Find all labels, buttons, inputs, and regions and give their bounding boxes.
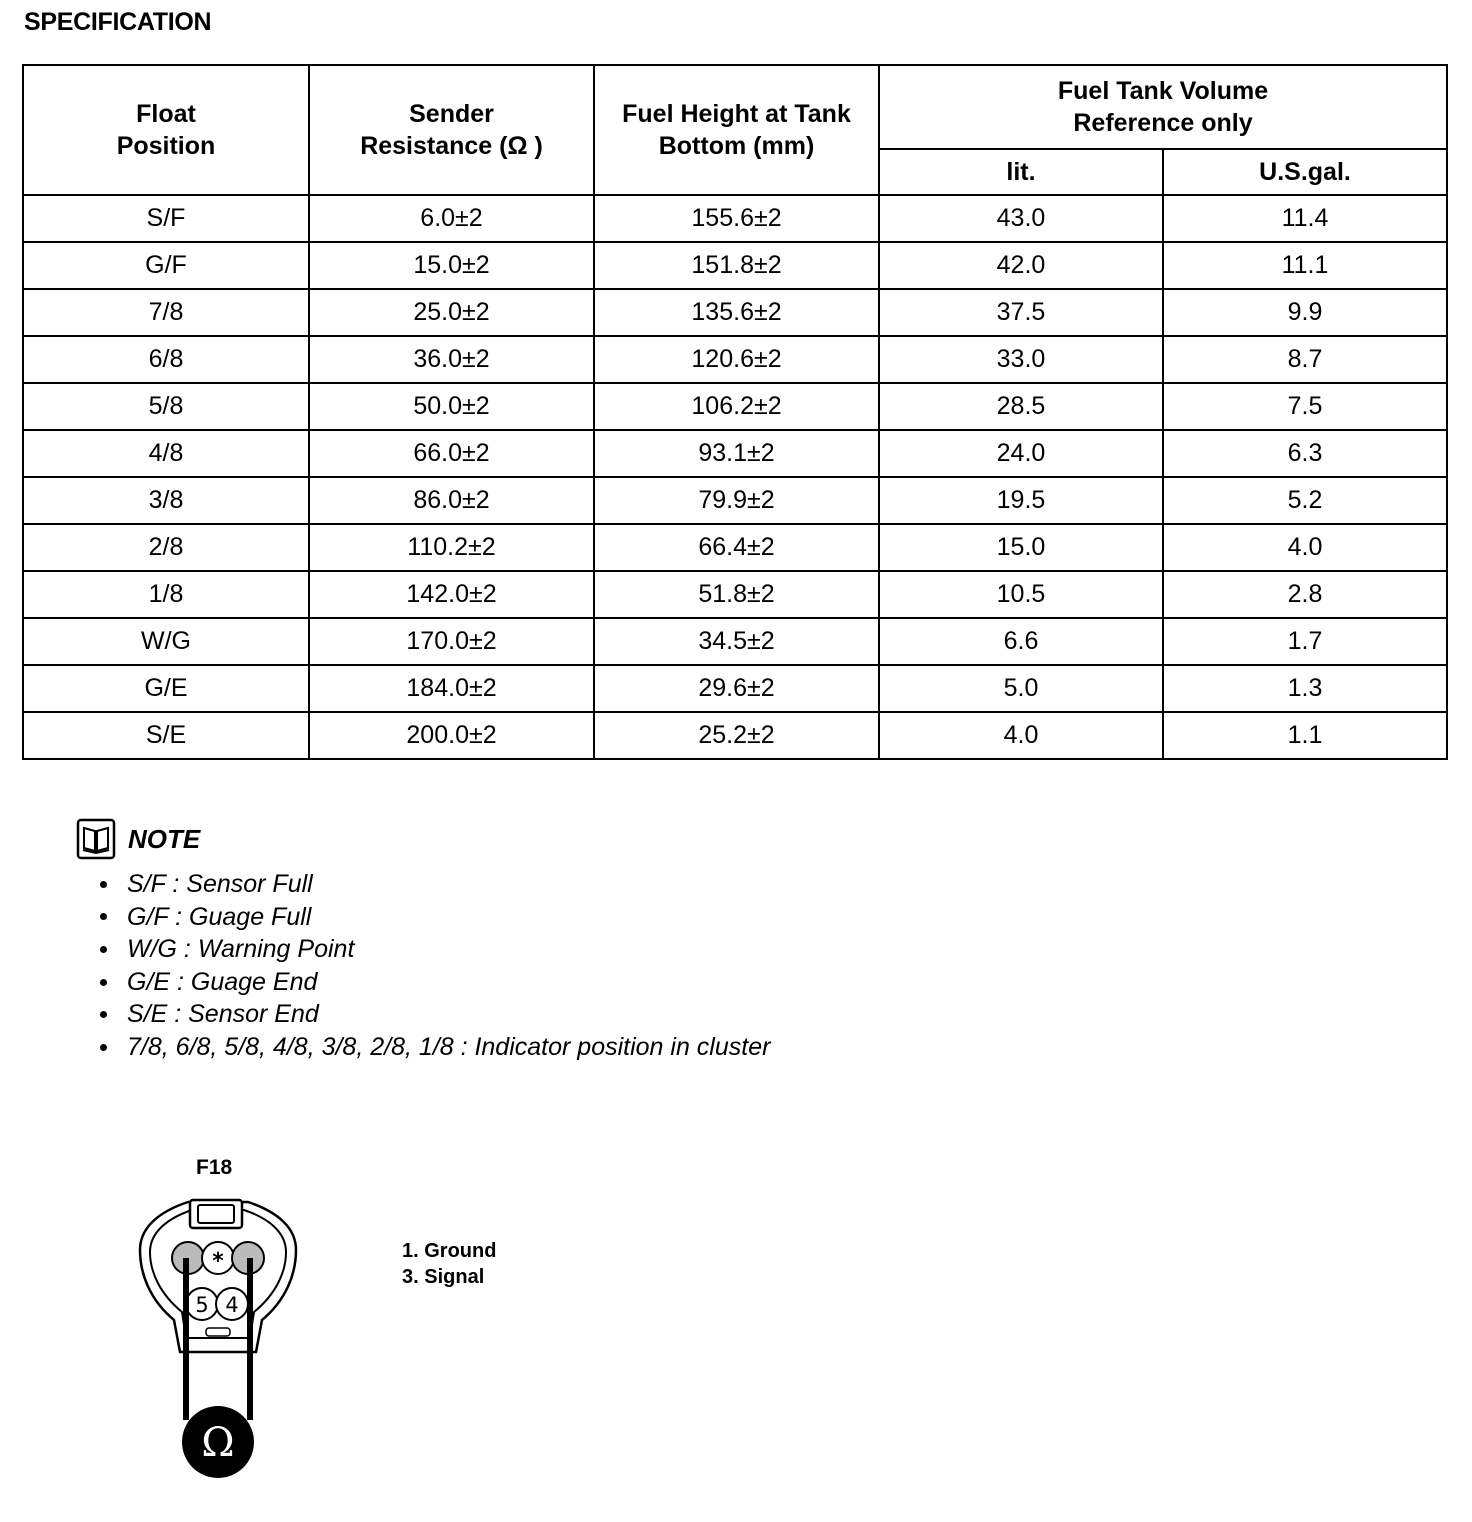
spec-table-body <box>23 195 1447 759</box>
table-cell: 5.0 <box>879 665 1163 712</box>
connector-diagram <box>128 1188 308 1488</box>
table-cell: 10.5 <box>879 571 1163 618</box>
bullet-icon <box>100 979 107 986</box>
table-cell: 1.3 <box>1163 665 1447 712</box>
table-cell: 200.0±2 <box>309 712 594 759</box>
table-cell: 6.3 <box>1163 430 1447 477</box>
connector-label: F18 <box>196 1156 233 1179</box>
table-cell: 8.7 <box>1163 336 1447 383</box>
table-row <box>23 195 1447 242</box>
table-cell: 151.8±2 <box>594 242 879 289</box>
table-cell: 19.5 <box>879 477 1163 524</box>
book-icon <box>76 818 116 860</box>
note-item: G/E : Guage End <box>100 966 770 999</box>
table-cell: 6/8 <box>23 336 309 383</box>
table-cell: 29.6±2 <box>594 665 879 712</box>
header-float-position: Float Position <box>23 65 309 195</box>
table-row <box>23 665 1447 712</box>
table-cell: 11.1 <box>1163 242 1447 289</box>
table-cell: 4/8 <box>23 430 309 477</box>
pin-center-mark: * <box>212 1249 224 1274</box>
table-cell: 1.1 <box>1163 712 1447 759</box>
table-cell: 6.0±2 <box>309 195 594 242</box>
header-fuel-tank-volume: Fuel Tank Volume Reference only <box>879 65 1447 149</box>
table-row <box>23 571 1447 618</box>
pin-legend-item: 1. Ground <box>402 1240 497 1262</box>
table-cell: 28.5 <box>879 383 1163 430</box>
table-cell: S/E <box>23 712 309 759</box>
pin-legend <box>402 1238 496 1290</box>
table-row <box>23 242 1447 289</box>
table-cell: G/F <box>23 242 309 289</box>
table-cell: 2.8 <box>1163 571 1447 618</box>
table-cell: S/F <box>23 195 309 242</box>
table-cell: W/G <box>23 618 309 665</box>
table-cell: 120.6±2 <box>594 336 879 383</box>
table-cell: 79.9±2 <box>594 477 879 524</box>
table-cell: 2/8 <box>23 524 309 571</box>
bullet-icon <box>100 881 107 888</box>
table-cell: 110.2±2 <box>309 524 594 571</box>
note-list <box>100 868 770 1064</box>
table-cell: 86.0±2 <box>309 477 594 524</box>
bullet-icon <box>100 1044 107 1051</box>
table-cell: 66.0±2 <box>309 430 594 477</box>
pin-4-label: 4 <box>225 1293 239 1317</box>
header-lit: lit. <box>879 149 1163 195</box>
table-cell: 135.6±2 <box>594 289 879 336</box>
table-cell: 106.2±2 <box>594 383 879 430</box>
note-header <box>76 818 200 860</box>
table-cell: 4.0 <box>1163 524 1447 571</box>
pin-legend-item: 3. Signal <box>402 1266 485 1288</box>
table-cell: 170.0±2 <box>309 618 594 665</box>
table-cell: 15.0 <box>879 524 1163 571</box>
header-sender-resistance: Sender Resistance (Ω ) <box>309 65 594 195</box>
table-cell: 7/8 <box>23 289 309 336</box>
table-cell: 43.0 <box>879 195 1163 242</box>
table-cell: 34.5±2 <box>594 618 879 665</box>
table-cell: G/E <box>23 665 309 712</box>
pin-5-label: 5 <box>195 1293 209 1317</box>
spec-table <box>22 64 1448 760</box>
note-item: S/E : Sensor End <box>100 998 770 1031</box>
table-cell: 4.0 <box>879 712 1163 759</box>
table-row <box>23 336 1447 383</box>
table-cell: 5.2 <box>1163 477 1447 524</box>
connector-key <box>206 1328 230 1336</box>
table-cell: 25.0±2 <box>309 289 594 336</box>
table-cell: 36.0±2 <box>309 336 594 383</box>
note-item: W/G : Warning Point <box>100 933 770 966</box>
table-cell: 5/8 <box>23 383 309 430</box>
header-fuel-height: Fuel Height at Tank Bottom (mm) <box>594 65 879 195</box>
page-title: SPECIFICATION <box>24 8 212 36</box>
ohmmeter-symbol: Ω <box>201 1420 235 1466</box>
table-cell: 51.8±2 <box>594 571 879 618</box>
table-cell: 93.1±2 <box>594 430 879 477</box>
table-cell: 184.0±2 <box>309 665 594 712</box>
table-cell: 25.2±2 <box>594 712 879 759</box>
table-cell: 142.0±2 <box>309 571 594 618</box>
table-row <box>23 383 1447 430</box>
note-label: NOTE <box>128 823 201 854</box>
table-row <box>23 289 1447 336</box>
bullet-icon <box>100 913 107 920</box>
table-cell: 33.0 <box>879 336 1163 383</box>
table-cell: 50.0±2 <box>309 383 594 430</box>
table-row <box>23 618 1447 665</box>
table-row <box>23 477 1447 524</box>
table-row <box>23 524 1447 571</box>
table-cell: 7.5 <box>1163 383 1447 430</box>
table-cell: 155.6±2 <box>594 195 879 242</box>
table-cell: 11.4 <box>1163 195 1447 242</box>
bullet-icon <box>100 946 107 953</box>
table-cell: 24.0 <box>879 430 1163 477</box>
table-cell: 3/8 <box>23 477 309 524</box>
table-cell: 6.6 <box>879 618 1163 665</box>
table-cell: 1/8 <box>23 571 309 618</box>
note-item: G/F : Guage Full <box>100 901 770 934</box>
table-cell: 1.7 <box>1163 618 1447 665</box>
table-cell: 42.0 <box>879 242 1163 289</box>
table-row <box>23 430 1447 477</box>
note-item: S/F : Sensor Full <box>100 868 770 901</box>
table-cell: 37.5 <box>879 289 1163 336</box>
table-cell: 66.4±2 <box>594 524 879 571</box>
note-item: 7/8, 6/8, 5/8, 4/8, 3/8, 2/8, 1/8 : Indicator position in cluster <box>100 1031 770 1064</box>
bullet-icon <box>100 1011 107 1018</box>
table-row <box>23 712 1447 759</box>
table-cell: 9.9 <box>1163 289 1447 336</box>
header-usgal: U.S.gal. <box>1163 149 1447 195</box>
table-cell: 15.0±2 <box>309 242 594 289</box>
